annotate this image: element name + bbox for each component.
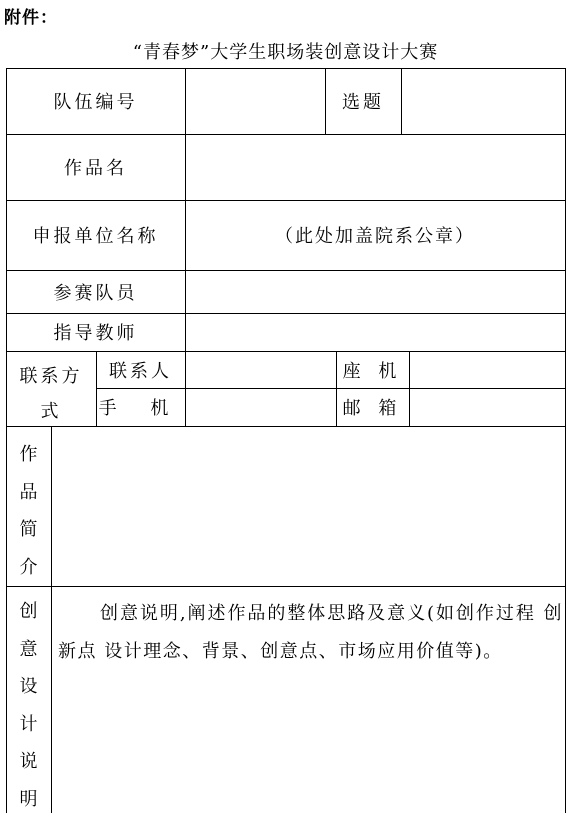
mobile-field[interactable] xyxy=(186,389,336,426)
contact-person-field[interactable] xyxy=(186,352,336,388)
contact-method-label: 联系方 xyxy=(19,366,83,387)
advisor-label: 指导教师 xyxy=(53,323,138,344)
table-border-right xyxy=(565,68,566,813)
email-field[interactable] xyxy=(410,389,565,426)
intro-field[interactable] xyxy=(52,427,565,586)
design-description-text[interactable]: 创意说明,阐述作品的整体思路及意义(如创作过程 创新点 设计理念、背景、创意点、市场应用价值等)。 xyxy=(58,603,563,662)
landline-field[interactable] xyxy=(410,352,565,388)
contact-method-label-cont: 式 xyxy=(40,401,62,422)
row-divider xyxy=(6,586,566,587)
topic-label: 选题 xyxy=(342,92,384,113)
members-field[interactable] xyxy=(186,271,565,313)
team-number-field[interactable] xyxy=(186,69,325,134)
landline-label: 座 机 xyxy=(342,360,403,382)
form-title: “青春梦”大学生职场装创意设计大赛 xyxy=(132,42,439,63)
unit-name-label: 申报单位名称 xyxy=(32,226,159,247)
team-number-label: 队伍编号 xyxy=(53,92,138,113)
work-name-field[interactable] xyxy=(186,135,565,200)
work-name-label: 作品名 xyxy=(64,158,127,179)
unit-name-note: （此处加盖院系公章） xyxy=(275,226,475,247)
advisor-field[interactable] xyxy=(186,314,565,351)
members-label: 参赛队员 xyxy=(53,282,138,304)
email-label: 邮 箱 xyxy=(342,398,403,419)
topic-field[interactable] xyxy=(402,69,565,134)
contact-person-label: 联系人 xyxy=(109,360,172,382)
mobile-label: 手 机 xyxy=(98,398,183,419)
attachment-label: 附件： xyxy=(4,8,58,28)
intro-label: 作 品 简 介 xyxy=(19,444,38,578)
design-label: 创 意 设 计 说 明 xyxy=(19,601,38,810)
